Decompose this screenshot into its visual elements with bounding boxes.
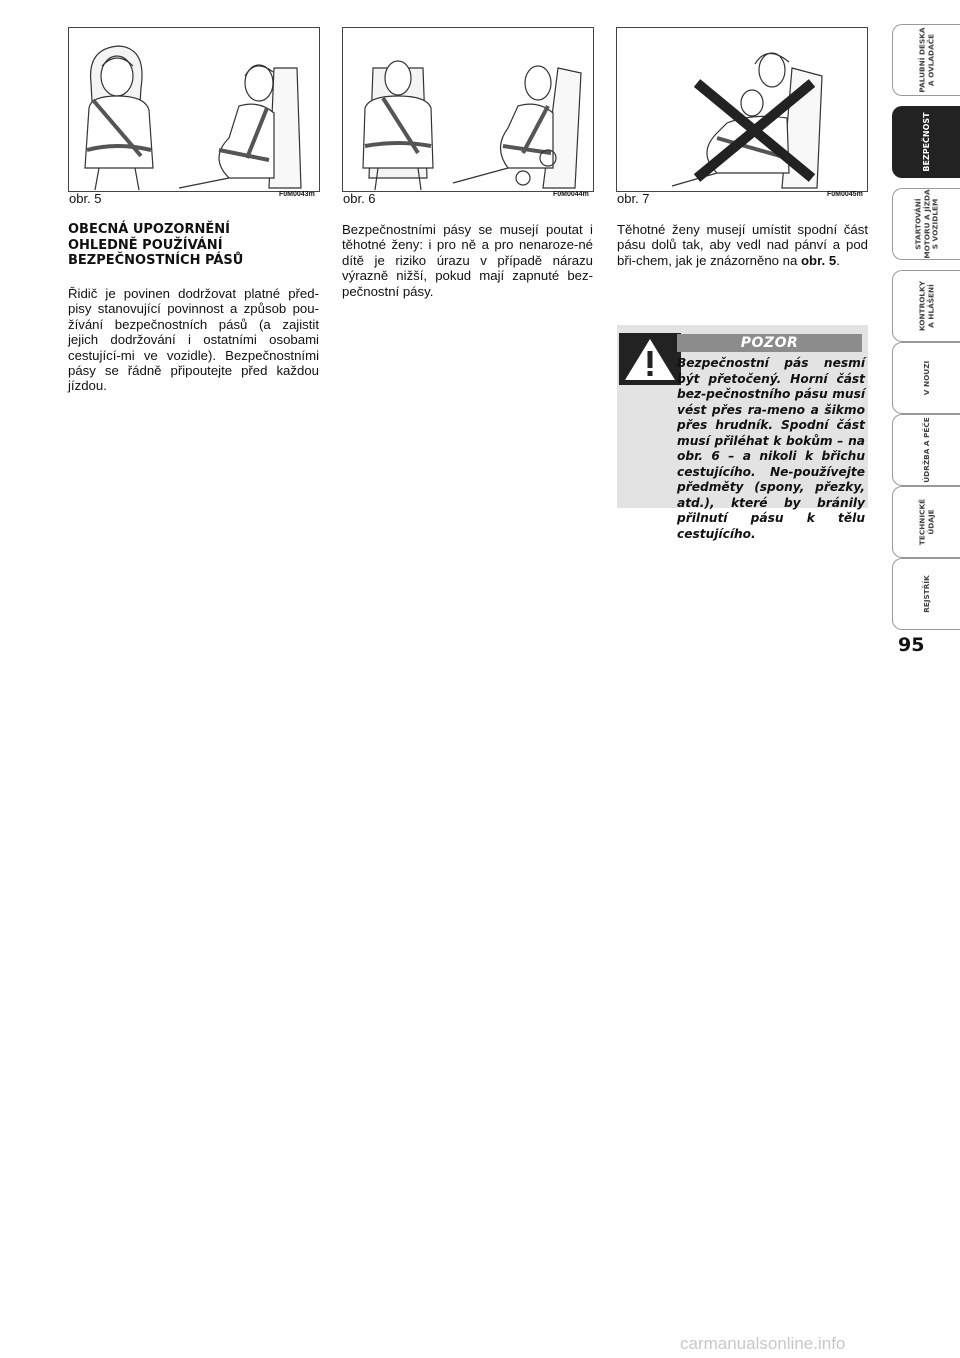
page-number: 95	[898, 634, 925, 656]
tab-palubni-deska[interactable]: PALUBNÍ DESKA A OVLADAČE	[892, 24, 960, 96]
tab-v-nouzi[interactable]: V NOUZI	[892, 342, 960, 414]
footer-watermark: carmanualsonline.info	[680, 1334, 846, 1353]
tab-startovani[interactable]: STARTOVÁNÍ MOTORU A JÍZDA S VOZIDLEM	[892, 188, 960, 260]
tab-udrzba[interactable]: ÚDRŽBA A PÉČE	[892, 414, 960, 486]
warning-title: POZOR	[677, 334, 862, 352]
paragraph-driver-obligation: Řidič je povinen dodržovat platné před-pisy stanovující povinnost a způsob pou-žívání bezpečnostních pásů (a zajistit jejich dodržování i ostatními osobami cestující-mi ve vozidle). Bezpečnostními pásy se řádně připoutejte před každou jízdou.	[68, 286, 319, 394]
tab-kontrolky[interactable]: KONTROLKY A HLÁŠENÍ	[892, 270, 960, 342]
figure-6-code: F0M0044m	[553, 191, 589, 198]
warning-text: Bezpečnostní pás nesmí být přetočený. Horní část bez-pečnostního pásu musí vést přes ra-meno a šikmo přes hrudník. Spodní část musí přiléhat k bokům – na obr. 6 – a nikoli k břichu cestujícího. Ne-používejte předměty (spony, přezky, atd.), které by bránily přilnutí pásu k tělu cestujícího.	[677, 356, 865, 541]
figure-7-code: F0M0045m	[827, 191, 863, 198]
figure-7-illustration	[616, 27, 868, 192]
figure-6-caption: obr. 6	[343, 191, 376, 206]
section-heading: OBECNÁ UPOZORNĚNÍ OHLEDNĚ POUŽÍVÁNÍ BEZPEČNOSTNÍCH PÁSŮ	[68, 222, 244, 268]
tab-bezpecnost[interactable]: BEZPEČNOST	[892, 106, 960, 178]
paragraph-pregnant-women: Bezpečnostními pásy se musejí poutat i těhotné ženy: i pro ně a pro nenaroze-né dítě je riziko úrazu v případě nárazu výrazně nižší, pokud mají zapnuté bez-pečnostní pásy.	[342, 222, 593, 299]
figure-5-illustration	[68, 27, 320, 192]
tab-technicke-udaje[interactable]: TECHNICKÉ ÚDAJE	[892, 486, 960, 558]
figure-reference: obr. 5	[801, 252, 837, 268]
figure-7-caption: obr. 7	[617, 191, 650, 206]
paragraph-belt-position: Těhotné ženy musejí umístit spodní část pásu dolů tak, aby vedl nad pánví a pod bři-chem, jak je znázorněno na obr. 5.	[617, 222, 868, 268]
figure-6-illustration	[342, 27, 594, 192]
figure-5-code: F0M0043m	[279, 191, 315, 198]
tab-rejstrik[interactable]: REJSTŘÍK	[892, 558, 960, 630]
figure-5-caption: obr. 5	[69, 191, 102, 206]
